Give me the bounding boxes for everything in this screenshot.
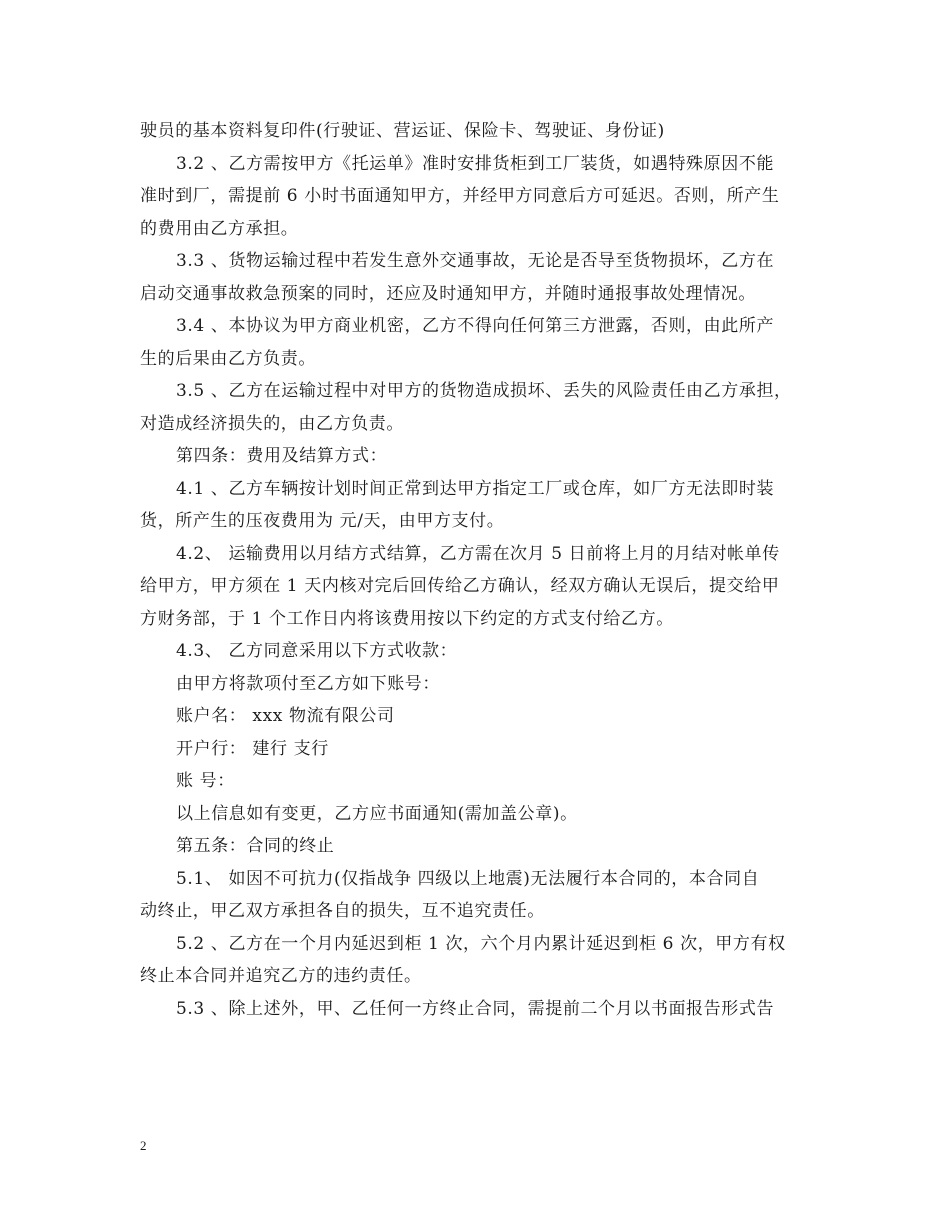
text-line: 开户行： 建行 支行 [176,738,329,759]
text-line: 的费用由乙方承担。 [140,218,299,239]
text-line: 终止本合同并追究乙方的违约责任。 [140,966,422,986]
text-line: 对造成经济损失的，由乙方负责。 [140,413,404,434]
document-body [140,115,840,1025]
text-line: 3.4 、本协议为甲方商业机密，乙方不得向任何第三方泄露，否则，由此所产 [176,316,775,336]
text-line: 准时到厂，需提前 6 小时书面通知甲方，并经甲方同意后方可延迟。否则，所产生 [140,186,780,206]
text-line: 由甲方将款项付至乙方如下账号： [176,673,440,694]
text-line: 5.3 、除上述外，甲、乙任何一方终止合同，需提前二个月以书面报告形式告 [176,998,775,1019]
text-line: 货，所产生的压夜费用为 元/天，由甲方支付。 [140,511,505,531]
text-line: 5.1、 如因不可抗力(仅指战争 四级以上地震)无法履行本合同的，本合同自 [176,868,760,889]
text-line: 3.3 、货物运输过程中若发生意外交通事故，无论是否导至货物损坏，乙方在 [176,251,775,271]
text-line: 4.1 、乙方车辆按计划时间正常到达甲方指定工厂或仓库，如厂方无法即时装 [176,478,775,499]
text-line: 3.2 、乙方需按甲方《托运单》准时安排货柜到工厂装货，如遇特殊原因不能 [176,153,775,174]
text-line: 给甲方，甲方须在 1 天内核对完后回传给乙方确认，经双方确认无误后，提交给甲 [140,576,780,596]
text-line: 3.5 、乙方在运输过程中对甲方的货物造成损坏、丢失的风险责任由乙方承担， [176,381,792,401]
text-line: 账户名： xxx 物流有限公司 [176,706,395,726]
text-line: 生的后果由乙方负责。 [140,348,316,369]
text-line: 4.2、 运输费用以月结方式结算，乙方需在次月 5 日前将上月的月结对帐单传 [176,543,780,564]
text-line: 方财务部，于 1 个工作日内将该费用按以下约定的方式支付给乙方。 [140,608,674,629]
text-line: 动终止，甲乙双方承担各自的损失，互不追究责任。 [140,901,545,921]
text-line: 驶员的基本资料复印件(行驶证、营运证、保险卡、驾驶证、身份证) [140,121,665,141]
text-line: 第五条：合同的终止 [176,836,335,856]
text-line: 启动交通事故救急预案的同时，还应及时通知甲方，并随时通报事故处理情况。 [140,283,756,304]
text-line: 第四条：费用及结算方式： [176,446,388,466]
text-line: 4.3、 乙方同意采用以下方式收款： [176,641,458,661]
text-line: 账 号： [176,771,235,791]
text-line: 以上信息如有变更，乙方应书面通知(需加盖公章)。 [176,803,578,824]
page-number: 2 [140,1138,147,1153]
text-line: 5.2 、乙方在一个月内延迟到柜 1 次，六个月内累计延迟到柜 6 次，甲方有权 [176,933,786,954]
